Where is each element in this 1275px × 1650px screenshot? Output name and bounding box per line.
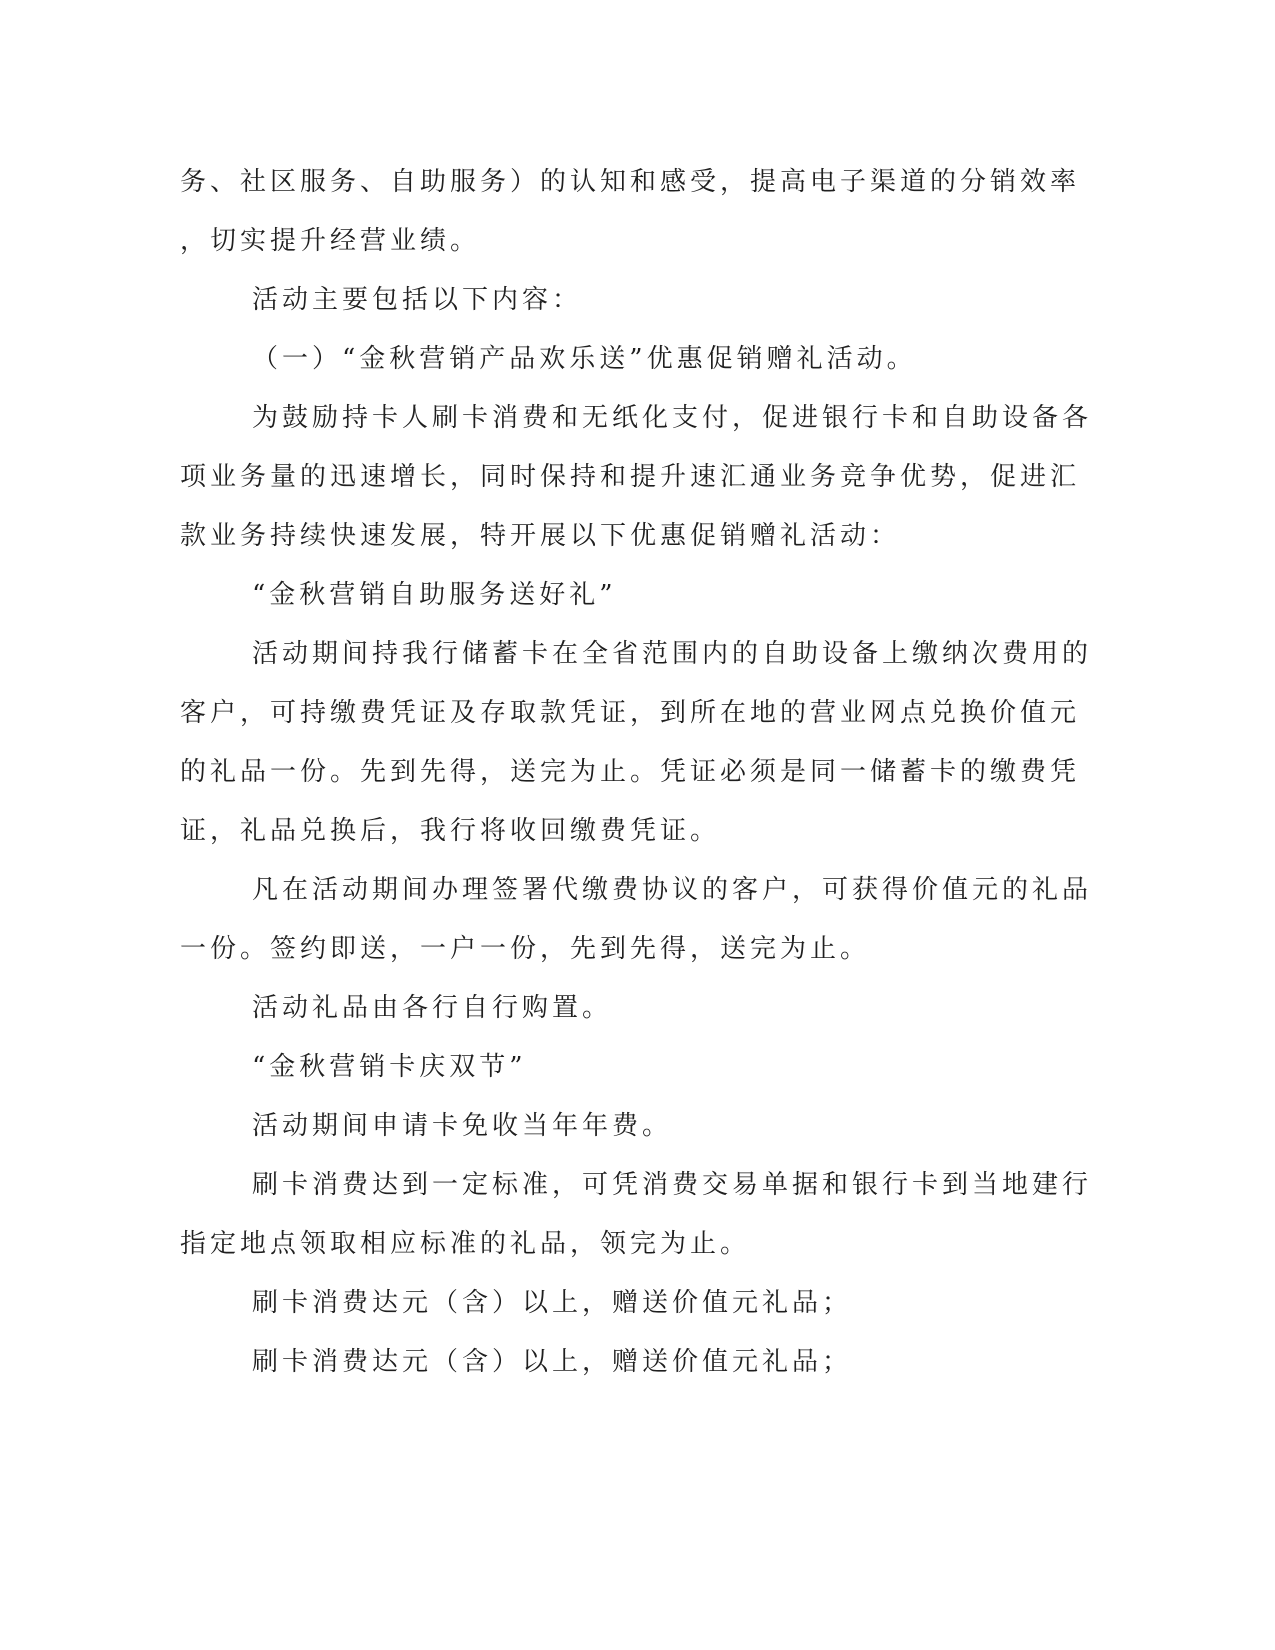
text-line: 的礼品一份。先到先得，送完为止。凭证必须是同一储蓄卡的缴费凭 <box>180 757 1081 787</box>
document-body <box>180 153 1093 1392</box>
text-line: 一份。签约即送，一户一份，先到先得，送完为止。 <box>180 934 871 964</box>
activity-title: “金秋营销自助服务送好礼” <box>252 580 617 610</box>
text-line: 款业务持续快速发展，特开展以下优惠促销赠礼活动： <box>180 521 901 551</box>
text-line: 活动期间持我行储蓄卡在全省范围内的自助设备上缴纳次费用的 <box>252 639 1093 669</box>
text-line: 务、社区服务、自助服务）的认知和感受，提高电子渠道的分销效率 <box>180 167 1081 197</box>
text-line: 刷卡消费达到一定标准，可凭消费交易单据和银行卡到当地建行 <box>252 1170 1093 1200</box>
text-line: 项业务量的迅速增长，同时保持和提升速汇通业务竞争优势，促进汇 <box>180 462 1081 492</box>
text-line: 凡在活动期间办理签署代缴费协议的客户，可获得价值元的礼品 <box>252 875 1093 905</box>
text-line: 活动期间申请卡免收当年年费。 <box>252 1111 673 1141</box>
text-line: 为鼓励持卡人刷卡消费和无纸化支付，促进银行卡和自助设备各 <box>252 403 1093 433</box>
text-line: 刷卡消费达元（含）以上，赠送价值元礼品； <box>252 1347 853 1377</box>
section-heading: （一）“金秋营销产品欢乐送”优惠促销赠礼活动。 <box>252 344 917 374</box>
text-line: 活动礼品由各行自行购置。 <box>252 993 613 1023</box>
text-line: ，切实提升经营业绩。 <box>180 226 481 256</box>
text-line: 证，礼品兑换后，我行将收回缴费凭证。 <box>180 816 721 846</box>
text-line: 指定地点领取相应标准的礼品，领完为止。 <box>180 1229 751 1259</box>
text-line: 客户，可持缴费凭证及存取款凭证，到所在地的营业网点兑换价值元 <box>180 698 1081 728</box>
text-line: 刷卡消费达元（含）以上，赠送价值元礼品； <box>252 1288 853 1318</box>
text-line: 活动主要包括以下内容： <box>252 285 583 315</box>
activity-title: “金秋营销卡庆双节” <box>252 1052 527 1082</box>
